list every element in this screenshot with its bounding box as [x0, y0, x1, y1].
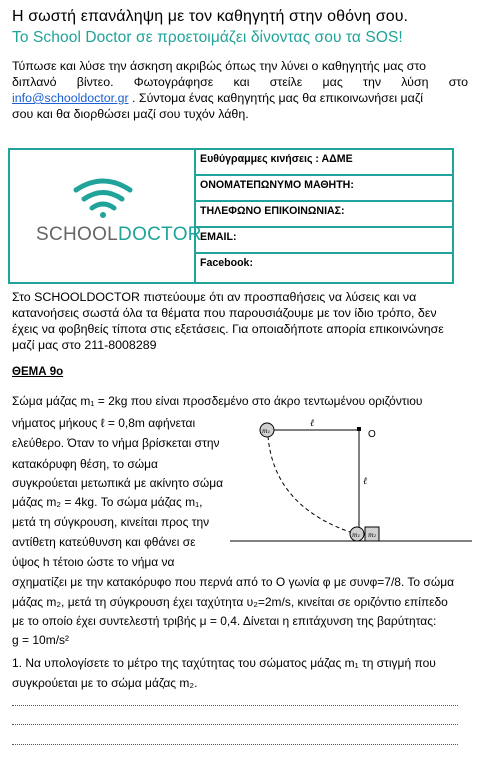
- pendulum-diagram: [228, 412, 472, 552]
- problem-line-11: μάζας m₂, μετά τη σύγκρουση έχει ταχύτητα υ₂=2m/s, κινείται σε οριζόντιο επίπεδο: [12, 595, 448, 609]
- problem-line-8: αντίθετη κατεύθυνση και φθάνει σε: [12, 535, 196, 549]
- problem-line-7: μετά τη σύγκρουση, κινείται προς την: [12, 515, 210, 529]
- problem-line-1: Σώμα μάζας m₁ = 2kg που είναι προσδεμένο στο άκρο τεντωμένου οριζόντιου: [12, 394, 423, 408]
- label-o: O: [368, 429, 376, 440]
- info-row-student-name[interactable]: ΟΝΟΜΑΤΕΠΩΝΥΜΟ ΜΑΘΗΤΗ:: [196, 176, 452, 202]
- promo-line-4: μαζί μας στο 211-8008289: [12, 338, 157, 352]
- label-l-top: ℓ: [310, 418, 315, 429]
- intro-line-3: [12, 90, 468, 106]
- problem-line-9: ύψος h τέτοιο ώστε το νήμα να: [12, 555, 175, 569]
- problem-heading: ΘΕΜΑ 9ο: [12, 366, 64, 378]
- problem-line-3: ελεύθερο. Όταν το νήμα βρίσκεται στην: [12, 436, 220, 450]
- label-l-side: ℓ: [363, 476, 368, 487]
- problem-line-4: κατακόρυφη θέση, το σώμα: [12, 457, 158, 471]
- question-1-line-1: 1. Να υπολογίσετε το μέτρο της ταχύτητας του σώματος μάζας m₁ τη στιγμή που: [12, 656, 436, 670]
- problem-line-6: μάζας m₂ = 4kg. Το σώμα μάζας m₁,: [12, 495, 203, 509]
- problem-line-2: νήματος μήκους ℓ = 0,8m αφήνεται: [12, 416, 196, 430]
- page-subtitle: Το School Doctor σε προετοιμάζει δίνοντας σου τα SOS!: [12, 29, 403, 46]
- answer-line-2[interactable]: [12, 724, 458, 725]
- intro-line-1: Τύπωσε και λύσε την άσκηση ακριβώς όπως την λύνει ο καθηγητής μας στο: [12, 59, 427, 73]
- logo-doctor-text: DOCTOR: [118, 224, 202, 245]
- promo-line-3: έχεις να φοβηθείς τίποτα στις εξετάσεις. Για οποιαδήποτε απορία επικοινώνησε: [12, 322, 444, 336]
- logo-cell: [10, 150, 202, 282]
- answer-line-3[interactable]: [12, 744, 458, 745]
- email-link[interactable]: info@schooldoctor.gr: [12, 91, 129, 105]
- answer-line-1[interactable]: [12, 705, 458, 706]
- intro-line-2: διπλανό βίντεο. Φωτογράφησε και στείλε μας την λύση στο: [12, 75, 468, 89]
- label-m1-bottom: m₁: [352, 532, 361, 539]
- wifi-logo-icon: [72, 176, 134, 218]
- pivot-point-o: [357, 427, 361, 431]
- promo-line-2: κατανοήσεις σωστά όλα τα θέματα που παρουσιάζουμε με τον ίδιο τρόπο, δεν: [12, 306, 437, 320]
- question-1-line-2: συγκρούεται με το σώμα μάζας m₂.: [12, 676, 198, 690]
- student-info-table: [8, 148, 454, 284]
- page-title: Η σωστή επανάληψη με τον καθηγητή στην οθόνη σου.: [12, 8, 409, 25]
- label-m1-top: m₁: [262, 428, 271, 435]
- swing-arc: [268, 436, 356, 534]
- label-m2: m₂: [368, 532, 377, 539]
- info-row-email[interactable]: EMAIL:: [196, 228, 452, 254]
- intro-line-4: σου και θα διορθώσει μαζί σου τυχόν λάθη.: [12, 107, 249, 121]
- brand-logo-text: [36, 224, 202, 246]
- problem-line-10: σχηματίζει με την κατακόρυφο που περνά από το O γωνία φ με συνφ=7/8. Το σώμα: [12, 575, 455, 589]
- info-row-phone[interactable]: ΤΗΛΕΦΩΝΟ ΕΠΙΚΟΙΝΩΝΙΑΣ:: [196, 202, 452, 228]
- promo-line-1: Στο SCHOOLDOCTOR πιστεύουμε ότι αν προσπαθήσεις να λύσεις και να: [12, 290, 417, 304]
- logo-school-text: SCHOOL: [36, 224, 119, 245]
- problem-line-12: με το οποίο έχει συντελεστή τριβής μ = 0,4. Δίνεται η επιτάχυνση της βαρύτητας:: [12, 614, 437, 628]
- problem-line-13: g = 10m/s²: [12, 633, 70, 647]
- intro-line-3-rest: . Σύντομα ένας καθηγητής μας θα επικοινωνήσει μαζί: [132, 91, 424, 105]
- problem-line-5: συγκρούεται μετωπικά με ακίνητο σώμα: [12, 476, 224, 490]
- info-row-topic: Ευθύγραμμες κινήσεις : ΑΔΜΕ: [196, 150, 452, 176]
- info-row-facebook[interactable]: Facebook:: [200, 257, 253, 269]
